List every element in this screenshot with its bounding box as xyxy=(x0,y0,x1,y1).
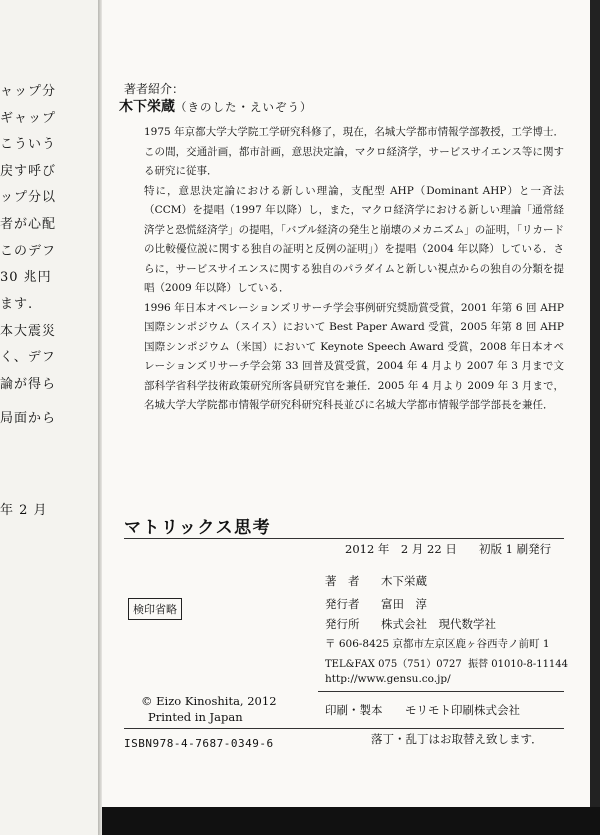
edition: 初版 1 刷発行 xyxy=(479,542,552,556)
bottom-shadow xyxy=(102,807,600,835)
author-row xyxy=(325,573,427,589)
publisher-contact xyxy=(325,655,568,670)
author-heading xyxy=(119,96,313,116)
publisher-value: 株式会社 現代数学社 xyxy=(381,617,496,631)
left-line: ギャップ xyxy=(0,111,57,126)
author-reading: （きのした・えいぞう） xyxy=(175,100,313,114)
author-label: 著 者 xyxy=(325,574,360,588)
bio-paragraph-theory: 特に，意思決定論における新しい理論，支配型 AHP（Dominant AHP）と一斉法（CCM）を提唱（1997 年以降）し，また，マクロ経済学における新しい理論「通常経済学と恐慌経済学」の提唱，「バブル経済の発生と崩壊のメカニズム」の証明，「リカードの比較優位説に関する独自の証明と反例の証明」）を提唱（2004 年以降）している．さらに，サービスサイエンスに関する独自のパラダイムと新しい視点からの独自の分類を提唱（2009 年以降）している． xyxy=(144,184,564,294)
book-title: マトリックス思考 xyxy=(124,518,272,538)
author-bio xyxy=(144,123,564,416)
bio-paragraph-career: 1975 年京都大学大学院工学研究科修了，現在，名城大学都市情報学部教授，工学博士．この間，交通計画，都市計画，意思決定論，マクロ経済学，サービスサイエンス等に関する研究に従事． xyxy=(144,126,564,177)
author-intro-label: 著者紹介： xyxy=(124,82,185,96)
issuer-label: 発行者 xyxy=(325,597,360,611)
left-line: 30 兆円 xyxy=(0,270,52,285)
replacement-notice: 落丁・乱丁はお取替え致します． xyxy=(371,732,543,746)
seal-omitted-box: 検印省略 xyxy=(128,598,182,620)
printing-row xyxy=(325,702,520,718)
page-edge-shadow xyxy=(590,0,600,835)
left-line: このデフ xyxy=(0,244,57,259)
left-line: 者が心配 xyxy=(0,217,57,232)
author-value: 木下栄蔵 xyxy=(381,574,427,588)
left-line: ャップ分 xyxy=(0,84,57,99)
printing-value: モリモト印刷株式会社 xyxy=(405,703,520,717)
left-line: こういう xyxy=(0,137,57,152)
left-line: ップ分以 xyxy=(0,190,57,205)
publisher-rule xyxy=(318,691,564,692)
title-rule xyxy=(124,538,564,539)
publisher-address: 〒 606-8425 京都市左京区鹿ヶ谷西寺ノ前町 1 xyxy=(325,638,550,650)
printing-label: 印刷・製本 xyxy=(325,703,383,717)
publisher-label: 発行所 xyxy=(325,617,360,631)
left-line: ます. xyxy=(0,297,34,312)
left-line: 論が得ら xyxy=(0,377,57,392)
publisher-row xyxy=(325,616,496,632)
left-page xyxy=(0,0,98,835)
left-line: 局面から xyxy=(0,411,57,426)
left-line: 年 2 月 xyxy=(0,503,48,518)
author-name: 木下栄蔵 xyxy=(119,99,175,115)
issuer-row xyxy=(325,596,427,612)
publication-date: 2012 年 2 月 22 日 xyxy=(345,542,457,556)
publisher-url: http://www.gensu.co.jp/ xyxy=(325,673,451,685)
postal-transfer: 振替 01010-8-11144 xyxy=(468,659,569,670)
printed-in: Printed in Japan xyxy=(148,710,243,724)
left-line: 戻す呼び xyxy=(0,164,57,179)
footer-rule xyxy=(124,728,564,729)
left-line: く、デフ xyxy=(0,350,56,365)
bio-paragraph-awards: 1996 年日本オペレーションズリサーチ学会事例研究奨励賞受賞，2001 年第 6 回 AHP 国際シンポジウム（スイス）において Best Paper Award 受賞，2005 年第 8 回 AHP 国際シンポジウム（米国）において Keynote Speech Award 受賞，2008 年日本オペレーションズリサーチ学会第 33 回普及賞受賞，2004 年 4 月より 2007 年 3 月まで文部科学省科学技術政策研究所客員研究官を兼任．2005 年 4 月より 2009 年 3 月まで，名城大学大学院都市情報学研究科研究科長並びに名城大学都市情報学部学部長を兼任． xyxy=(144,301,564,411)
left-line: 本大震災 xyxy=(0,324,57,339)
isbn: ISBN978-4-7687-0349-6 xyxy=(124,737,274,750)
tel-fax: TEL&FAX 075（751）0727 xyxy=(325,659,462,670)
issuer-value: 富田 淳 xyxy=(381,597,427,611)
copyright: © Eizo Kinoshita, 2012 xyxy=(141,694,277,708)
